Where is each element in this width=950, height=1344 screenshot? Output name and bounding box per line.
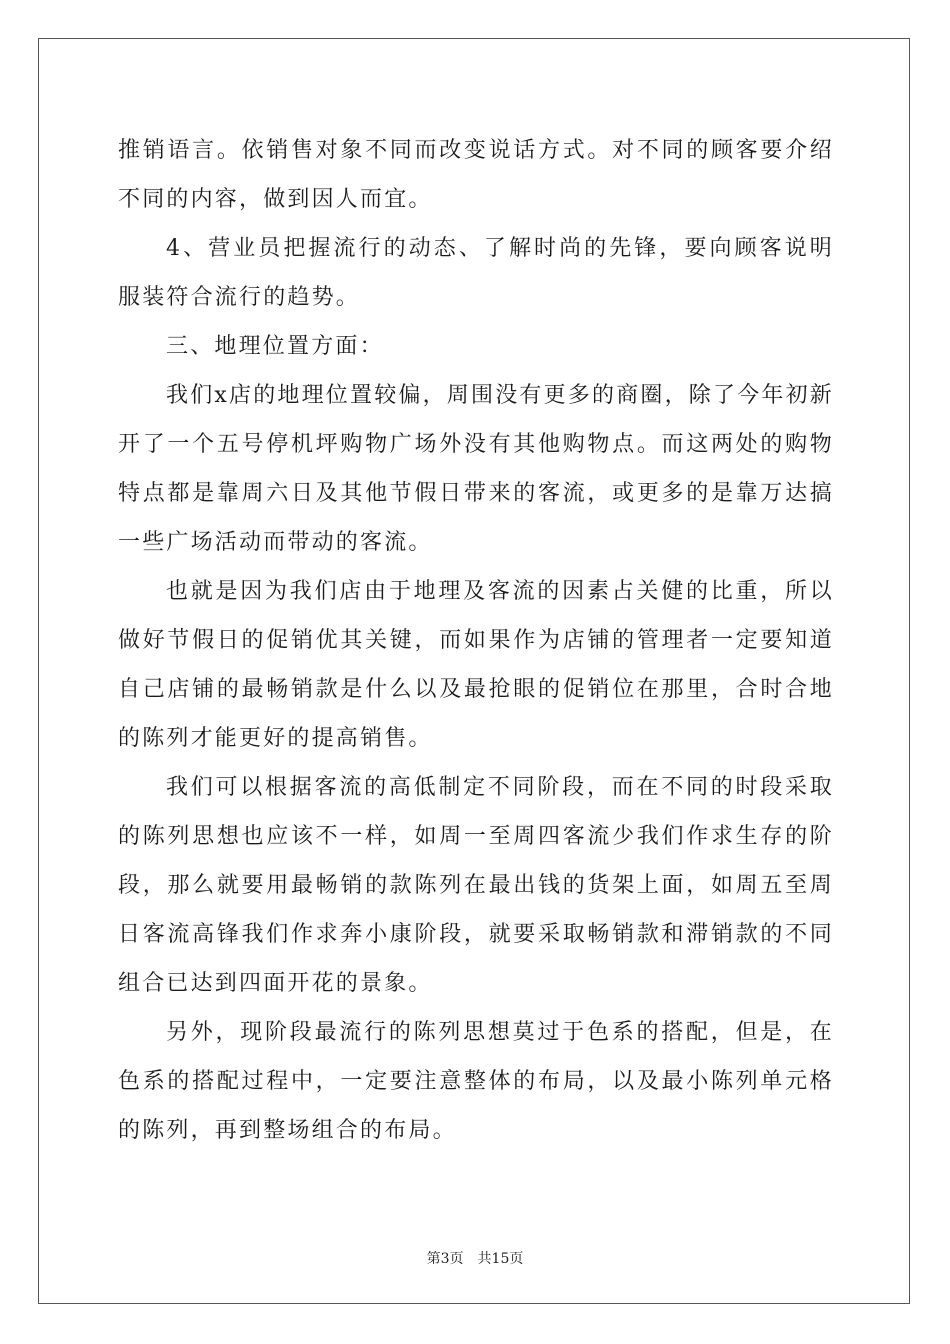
paragraph-1: 推销语言。依销售对象不同而改变说话方式。对不同的顾客要介绍不同的内容，做到因人而宜。 — [118, 138, 834, 212]
page-total: 共15页 — [477, 1251, 524, 1267]
page-footer — [0, 1248, 950, 1268]
paragraph-2: 4、营业员把握流行的动态、了解时尚的先锋，要向顾客说明服装符合流行的趋势。 — [118, 236, 834, 310]
paragraph-6: 我们可以根据客流的高低制定不同阶段，而在不同的时段采取的陈列思想也应该不一样，如周一至周四客流少我们作求生存的阶段，那么就要用最畅销的款陈列在最出钱的货架上面，如周五至周日客流高锋我们作求奔小康阶段，就要采取畅销款和滞销款的不同组合已达到四面开花的景象。 — [118, 775, 834, 996]
document-body — [118, 126, 834, 1155]
section-heading-location: 三、地理位置方面： — [166, 334, 384, 359]
paragraph-7: 另外，现阶段最流行的陈列思想莫过于色系的搭配，但是，在色系的搭配过程中，一定要注意整体的布局，以及最小陈列单元格的陈列，再到整场组合的布局。 — [118, 1020, 834, 1143]
paragraph-5: 也就是因为我们店由于地理及客流的因素占关健的比重，所以做好节假日的促销优其关键，而如果作为店铺的管理者一定要知道自己店铺的最畅销款是什么以及最抢眼的促销位在那里，合时合地的陈列才能更好的提高销售。 — [118, 579, 834, 751]
page-number: 第3页 — [426, 1251, 464, 1267]
paragraph-4: 我们x店的地理位置较偏，周围没有更多的商圈，除了今年初新开了一个五号停机坪购物广场外没有其他购物点。而这两处的购物特点都是靠周六日及其他节假日带来的客流，或更多的是靠万达搞一些广场活动而带动的客流。 — [118, 383, 835, 555]
